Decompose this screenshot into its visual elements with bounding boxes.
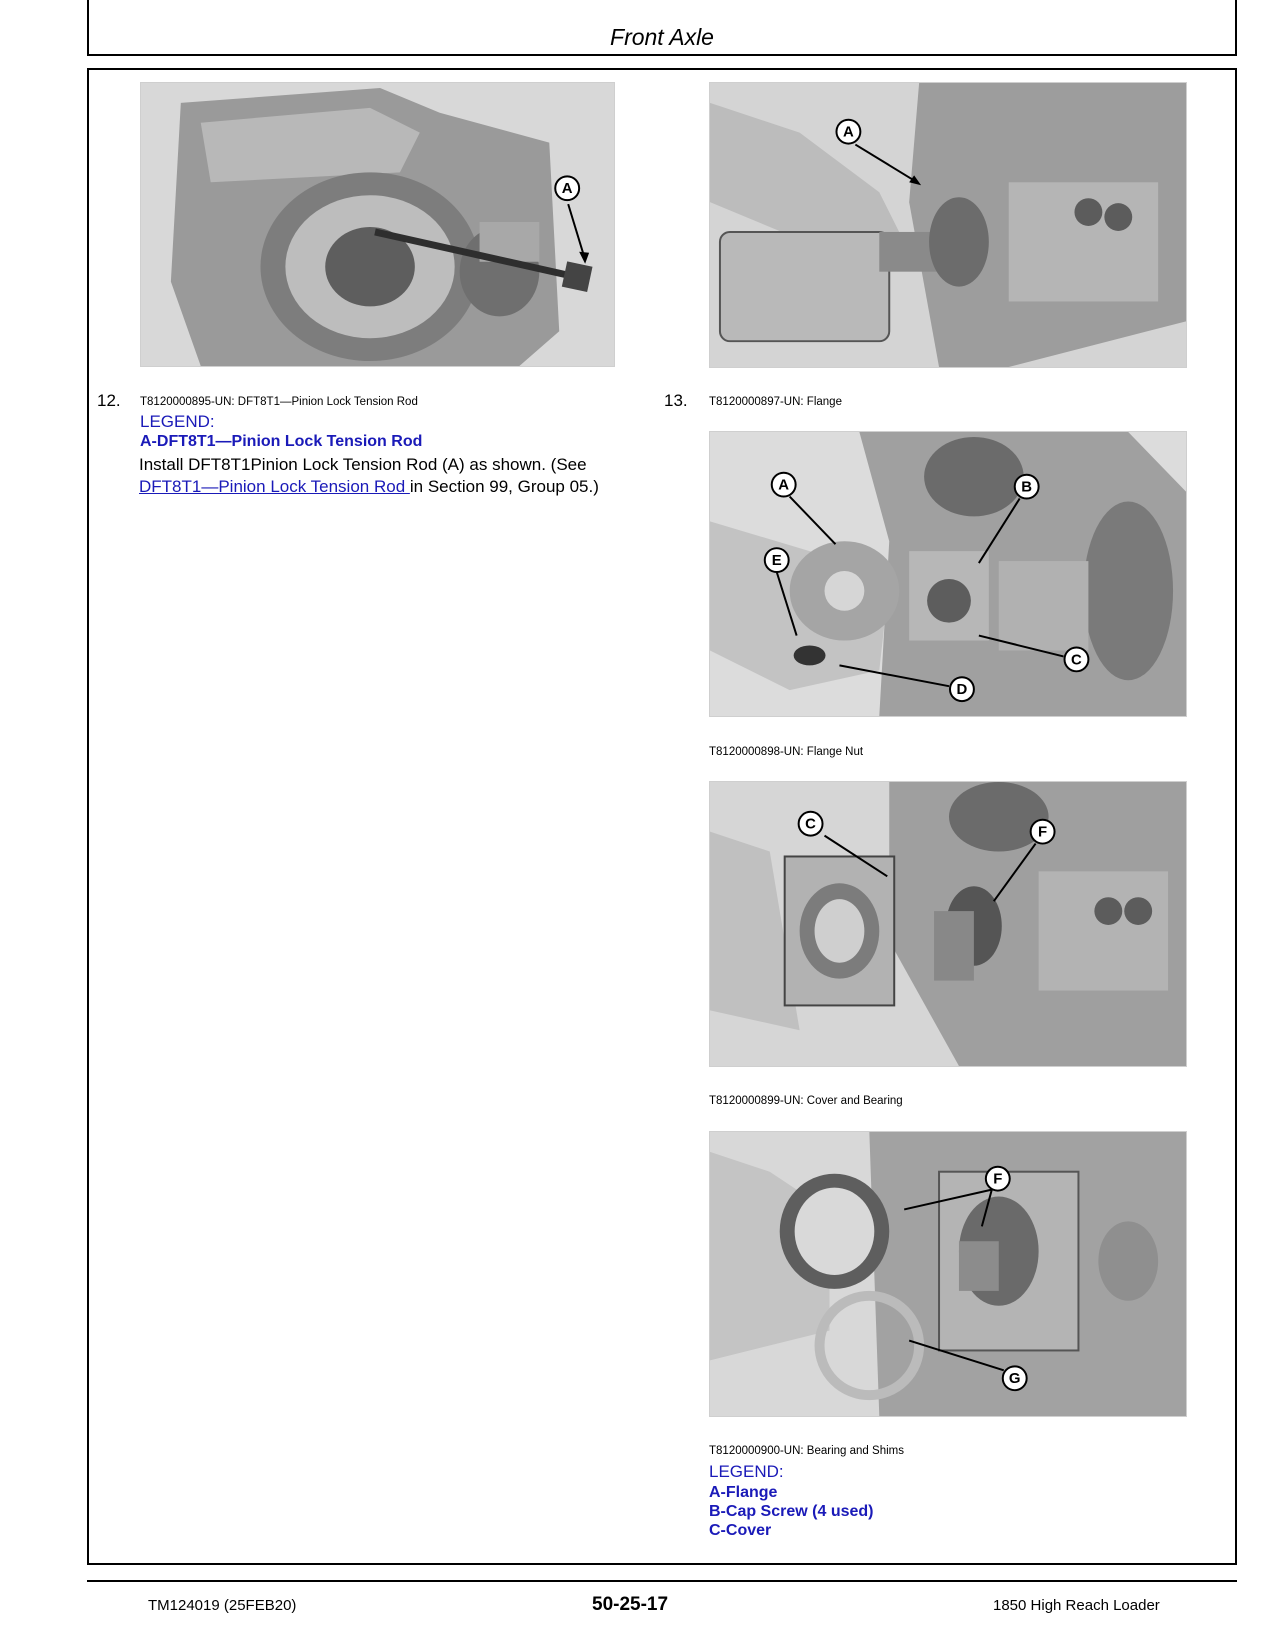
legend-item-a: A-Flange [709,1484,778,1501]
instruction-text-part: Install DFT8T1Pinion Lock Tension Rod (A) as shown. (See [139,455,587,474]
callout-label: C [1071,652,1082,669]
callout-label: D [956,682,968,699]
footer-divider [87,1580,1237,1582]
figure-caption: T8120000900-UN: Bearing and Shims [709,1445,904,1457]
footer-document-id: TM124019 (25FEB20) [148,1597,297,1614]
callout-label: C [805,816,816,833]
figure-flange-nut [709,431,1187,717]
figure-caption: T8120000897-UN: Flange [709,396,842,408]
callout-label: G [1008,1371,1021,1388]
figure-cover-and-bearing [709,781,1187,1067]
figure-caption: T8120000895-UN: DFT8T1—Pinion Lock Tension Rod [140,396,418,408]
legend-item-b: B-Cap Screw (4 used) [709,1503,874,1520]
callout-label: B [1021,479,1033,496]
legend-title: LEGEND: [709,1462,784,1481]
callout-label: A [843,124,854,141]
legend-item-a: A-DFT8T1—Pinion Lock Tension Rod [140,433,423,450]
figure-pinion-lock-tension-rod [140,82,615,367]
callout-label: A [778,477,790,494]
callout-label: F [993,1171,1003,1188]
legend-item-c: C-Cover [709,1522,772,1539]
footer-page-number: 50-25-17 [592,1594,669,1615]
legend-title: LEGEND: [140,412,215,431]
figure-caption: T8120000899-UN: Cover and Bearing [709,1095,903,1107]
page-header [87,0,1237,56]
figure-caption: T8120000898-UN: Flange Nut [709,746,864,758]
step-number-12: 12. [97,391,121,410]
callout-label: A [561,181,573,198]
callout-label: F [1038,824,1048,841]
figure-bearing-and-shims [709,1131,1187,1417]
callout-label: E [771,553,782,570]
instruction-text [139,454,659,498]
reference-link[interactable]: DFT8T1—Pinion Lock Tension Rod [139,477,410,496]
step-number-13: 13. [664,391,688,410]
figure-flange [709,82,1187,368]
instruction-text-part: in Section 99, Group 05.) [409,477,599,496]
footer-product-name: 1850 High Reach Loader [993,1597,1160,1614]
page-title: Front Axle [610,24,714,50]
